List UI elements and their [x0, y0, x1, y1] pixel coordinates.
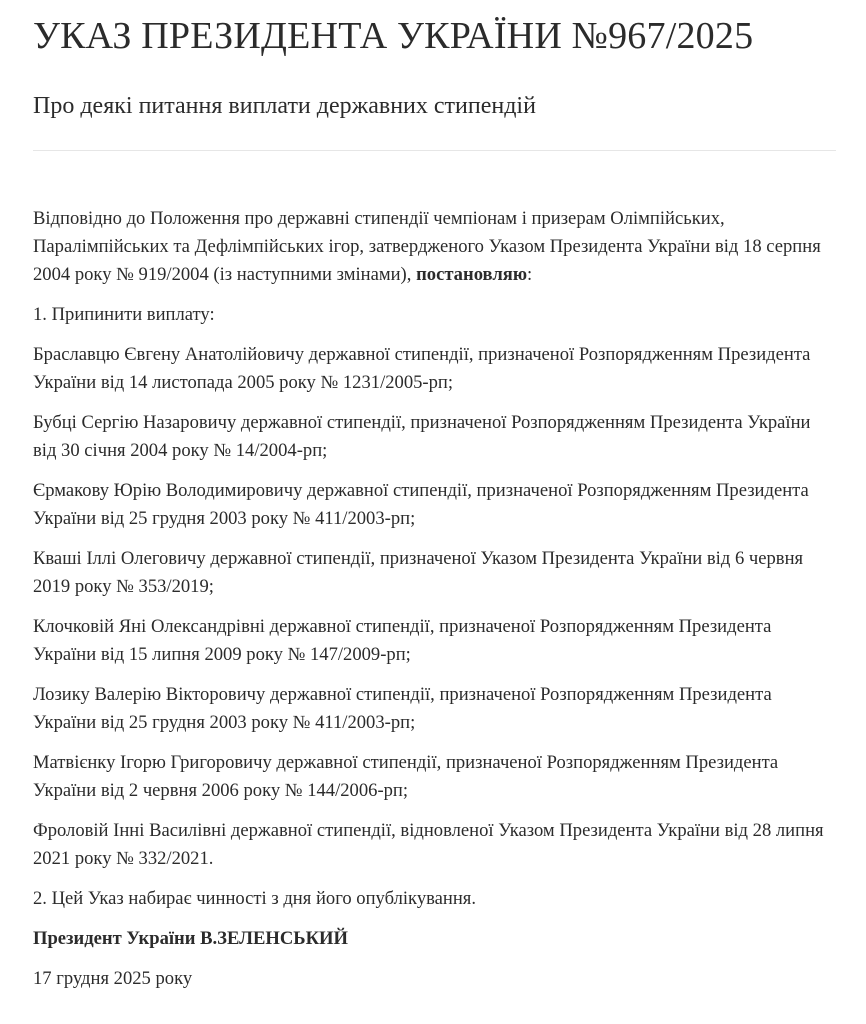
recipient-paragraph: Бубці Сергію Назаровичу державної стипендії, призначеної Розпорядженням Президента України від 30 січня 2004 року № 14/2004-рп;	[33, 412, 811, 461]
recipient-paragraph: Лозику Валерію Вікторовичу державної стипендії, призначеної Розпорядженням Президента України від 25 грудня 2003 року № 411/2003-рп;	[33, 684, 772, 733]
decree-subtitle: Про деякі питання виплати державних стипендій	[33, 93, 536, 119]
recipient-paragraph: Єрмакову Юрію Володимировичу державної стипендії, призначеної Розпорядженням Президента України від 25 грудня 2003 року № 411/2003-рп;	[33, 480, 809, 529]
recipient-paragraph: Кваші Іллі Олеговичу державної стипендії, призначеної Указом Президента України від 6 червня 2019 року № 353/2019;	[33, 548, 804, 597]
preamble-text: Відповідно до Положення про державні стипендії чемпіонам і призерам Олімпійських, Паралімпійських та Дефлімпійських ігор, затвердженого Указом Президента України від 18 серпня 2004 року № 919/2004 (із наступними змінами),	[33, 208, 821, 285]
preamble-colon: :	[527, 264, 533, 285]
item-1-heading: 1. Припинити виплату:	[33, 304, 215, 325]
item-2-paragraph: 2. Цей Указ набирає чинності з дня його опублікування.	[33, 888, 477, 909]
signature: Президент України В.ЗЕЛЕНСЬКИЙ	[33, 928, 348, 949]
decree-title: УКАЗ ПРЕЗИДЕНТА УКРАЇНИ №967/2025	[33, 15, 754, 57]
decree-date: 17 грудня 2025 року	[33, 968, 193, 989]
recipient-paragraph: Фроловій Інні Василівні державної стипендії, відновленої Указом Президента України від 28 липня 2021 року № 332/2021.	[33, 820, 824, 869]
recipient-paragraph: Матвієнку Ігорю Григоровичу державної стипендії, призначеної Розпорядженням Президента України від 2 червня 2006 року № 144/2006-рп;	[33, 752, 779, 801]
decree-content	[33, 205, 836, 993]
preamble-paragraph	[33, 205, 836, 289]
preamble-resolve-word: постановляю	[416, 264, 528, 285]
recipient-paragraph: Клочковій Яні Олександрівні державної стипендії, призначеної Розпорядженням Президента України від 15 липня 2009 року № 147/2009-рп;	[33, 616, 772, 665]
header-divider	[33, 150, 836, 151]
recipient-paragraph: Браславцю Євгену Анатолійовичу державної стипендії, призначеної Розпорядженням Президента України від 14 листопада 2005 року № 1231/2005-рп;	[33, 344, 811, 393]
